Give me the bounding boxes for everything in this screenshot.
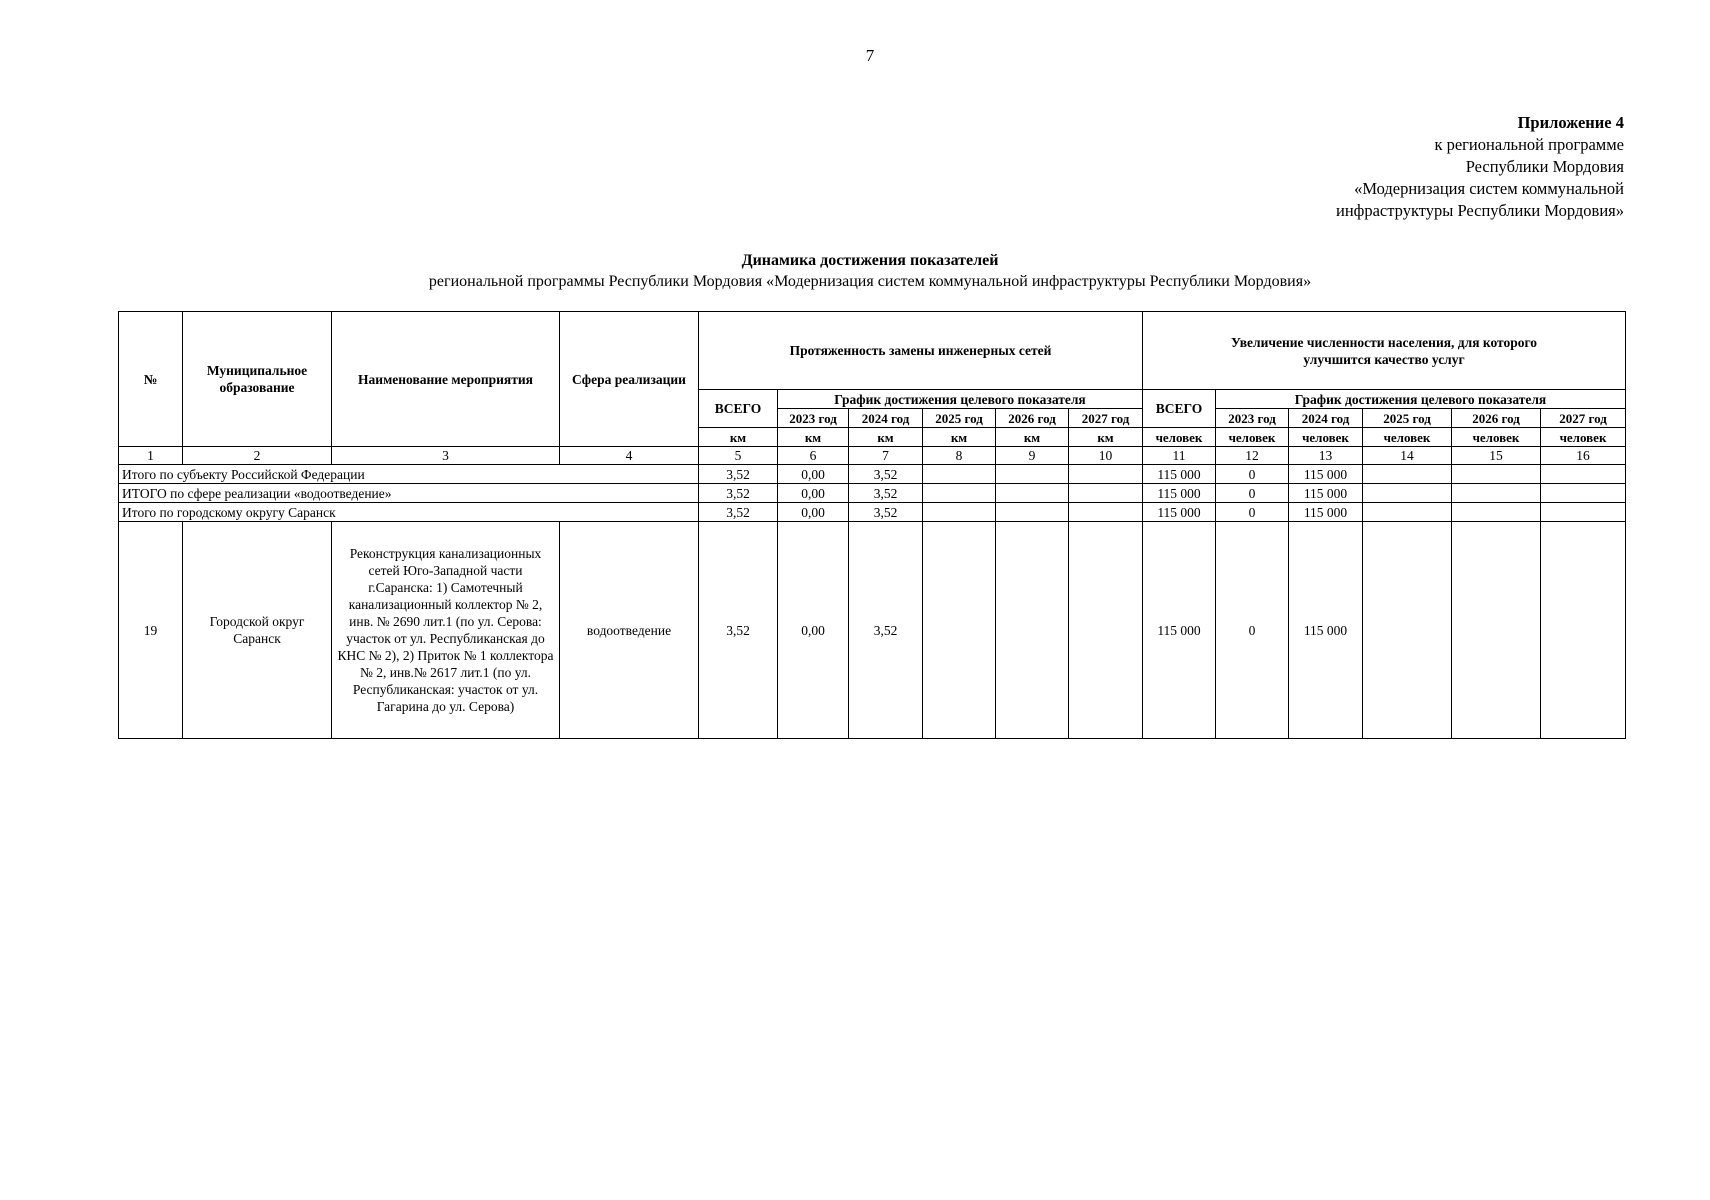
- column-number: 14: [1363, 447, 1452, 465]
- total-cell: [923, 484, 996, 503]
- total-cell: 0: [1216, 503, 1289, 522]
- row-cell: [1363, 522, 1452, 739]
- total-cell: [1069, 484, 1143, 503]
- header-unit-people: человек: [1143, 428, 1216, 447]
- total-cell: [1541, 503, 1626, 522]
- total-cell: 3,52: [849, 484, 923, 503]
- total-cell: [996, 465, 1069, 484]
- total-cell: 0,00: [778, 484, 849, 503]
- header-schedule-people: График достижения целевого показателя: [1216, 390, 1626, 409]
- column-number: 1: [119, 447, 183, 465]
- row-cell: 115 000: [1143, 522, 1216, 739]
- annex-line: к региональной программе: [1434, 135, 1624, 154]
- total-cell: [1452, 465, 1541, 484]
- column-number: 5: [699, 447, 778, 465]
- total-cell: 0,00: [778, 503, 849, 522]
- row-number: 19: [119, 522, 183, 739]
- header-municipality: Муниципальное образование: [183, 312, 332, 447]
- annex-line: Республики Мордовия: [1465, 157, 1624, 176]
- total-cell: [1541, 465, 1626, 484]
- header-sphere: Сфера реализации: [560, 312, 699, 447]
- row-cell: [1541, 522, 1626, 739]
- column-number: 12: [1216, 447, 1289, 465]
- header-year: 2026 год: [996, 409, 1069, 428]
- header-unit-people: человек: [1541, 428, 1626, 447]
- total-cell: 115 000: [1143, 484, 1216, 503]
- total-cell: 0: [1216, 484, 1289, 503]
- annex-title: Приложение 4: [1517, 113, 1624, 132]
- total-cell: 115 000: [1289, 465, 1363, 484]
- row-event: Реконструкция канализационных сетей Юго-Западной части г.Саранска: 1) Самотечный канализационный коллектор № 2, инв. № 2690 лит.1 (по ул. Серова: участок от ул. Республиканская до КНС № 2), 2) Приток № 1 коллектора № 2, инв.№ 2617 лит.1 (по ул. Республиканская: участок от ул. Гагарина до ул. Серова): [332, 522, 560, 739]
- header-year: 2025 год: [1363, 409, 1452, 428]
- annex-line: инфраструктуры Республики Мордовия»: [1336, 201, 1624, 220]
- table-row: [119, 522, 1626, 739]
- total-cell: [1452, 484, 1541, 503]
- column-number: 11: [1143, 447, 1216, 465]
- total-cell: [1541, 484, 1626, 503]
- column-numbers-row: [119, 447, 1626, 465]
- total-cell: 115 000: [1289, 484, 1363, 503]
- indicators-table: [118, 311, 1626, 739]
- header-unit-people: человек: [1452, 428, 1541, 447]
- header-unit-km: км: [1069, 428, 1143, 447]
- document-title: [0, 250, 1710, 292]
- total-cell: 3,52: [849, 503, 923, 522]
- total-cell: 3,52: [849, 465, 923, 484]
- header-year: 2023 год: [1216, 409, 1289, 428]
- total-cell: [1069, 465, 1143, 484]
- total-cell: 115 000: [1289, 503, 1363, 522]
- header-schedule-km: График достижения целевого показателя: [778, 390, 1143, 409]
- header-year: 2027 год: [1541, 409, 1626, 428]
- annex-block: [1204, 112, 1624, 222]
- row-cell: [923, 522, 996, 739]
- title-line-2: региональной программы Республики Мордовия «Модернизация систем коммунальной инфраструктуры Республики Мордовия»: [428, 273, 1312, 290]
- total-cell: [1452, 503, 1541, 522]
- total-cell: [996, 484, 1069, 503]
- total-cell: [996, 503, 1069, 522]
- column-number: 4: [560, 447, 699, 465]
- total-cell: 3,52: [699, 465, 778, 484]
- row-cell: 0: [1216, 522, 1289, 739]
- annex-line: «Модернизация систем коммунальной: [1354, 179, 1624, 198]
- header-year: 2025 год: [923, 409, 996, 428]
- header-unit-km: км: [778, 428, 849, 447]
- column-number: 8: [923, 447, 996, 465]
- header-unit-people: человек: [1289, 428, 1363, 447]
- header-no: №: [119, 312, 183, 447]
- row-cell: 115 000: [1289, 522, 1363, 739]
- total-cell: 115 000: [1143, 465, 1216, 484]
- column-number: 10: [1069, 447, 1143, 465]
- total-row-city: [119, 503, 1626, 522]
- total-cell: 0: [1216, 465, 1289, 484]
- header-year: 2024 год: [1289, 409, 1363, 428]
- header-year: 2027 год: [1069, 409, 1143, 428]
- column-number: 2: [183, 447, 332, 465]
- header-unit-people: человек: [1363, 428, 1452, 447]
- total-cell: [1363, 503, 1452, 522]
- column-number: 16: [1541, 447, 1626, 465]
- total-label: Итого по городскому округу Саранск: [119, 503, 699, 522]
- row-cell: 0,00: [778, 522, 849, 739]
- row-cell: 3,52: [699, 522, 778, 739]
- column-number: 9: [996, 447, 1069, 465]
- total-label: ИТОГО по сфере реализации «водоотведение»: [119, 484, 699, 503]
- row-municipality: Городской округ Саранск: [183, 522, 332, 739]
- header-unit-km: км: [849, 428, 923, 447]
- column-number: 3: [332, 447, 560, 465]
- header-year: 2024 год: [849, 409, 923, 428]
- row-cell: [1452, 522, 1541, 739]
- row-cell: 3,52: [849, 522, 923, 739]
- total-cell: [1363, 465, 1452, 484]
- total-row-federation: [119, 465, 1626, 484]
- total-cell: [1363, 484, 1452, 503]
- header-total-km: ВСЕГО: [699, 390, 778, 428]
- row-cell: [996, 522, 1069, 739]
- total-cell: 115 000: [1143, 503, 1216, 522]
- row-sphere: водоотведение: [560, 522, 699, 739]
- header-event: Наименование мероприятия: [332, 312, 560, 447]
- total-cell: [923, 465, 996, 484]
- total-label: Итого по субъекту Российской Федерации: [119, 465, 699, 484]
- total-cell: 3,52: [699, 484, 778, 503]
- header-year: 2026 год: [1452, 409, 1541, 428]
- header-population-increase: Увеличение численности населения, для которого улучшится качество услуг: [1143, 312, 1626, 390]
- header-unit-km: км: [699, 428, 778, 447]
- column-number: 15: [1452, 447, 1541, 465]
- total-row-sphere: [119, 484, 1626, 503]
- header-unit-people: человек: [1216, 428, 1289, 447]
- title-line-1: Динамика достижения показателей: [741, 252, 999, 269]
- row-cell: [1069, 522, 1143, 739]
- total-cell: [923, 503, 996, 522]
- total-cell: [1069, 503, 1143, 522]
- total-cell: 0,00: [778, 465, 849, 484]
- header-unit-km: км: [996, 428, 1069, 447]
- column-number: 7: [849, 447, 923, 465]
- column-number: 6: [778, 447, 849, 465]
- total-cell: 3,52: [699, 503, 778, 522]
- page-number: 7: [865, 46, 875, 65]
- header-year: 2023 год: [778, 409, 849, 428]
- header-total-people: ВСЕГО: [1143, 390, 1216, 428]
- column-number: 13: [1289, 447, 1363, 465]
- header-network-length: Протяженность замены инженерных сетей: [699, 312, 1143, 390]
- header-unit-km: км: [923, 428, 996, 447]
